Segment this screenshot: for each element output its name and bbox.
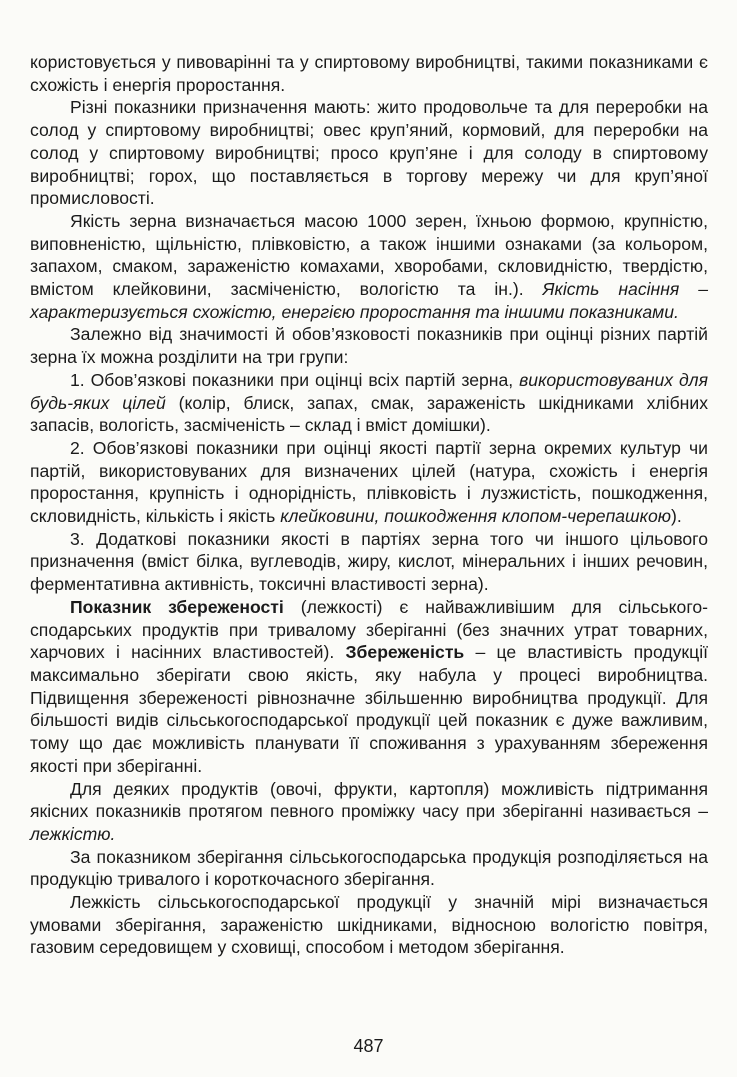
body-text <box>30 51 708 959</box>
text-run: – це властивість продукції максимально зберігати свою якість, яку набула у процесі виробництва. Підвищення збереженості рівнозначне збільшенню виробництва продукції. Для більшості видів сільськогосподарської продукції цей показник є дуже важливим, тому що дає можливість планувати її споживання з урахуванням збереження якості при зберіганні. <box>30 642 708 776</box>
text-run: Якість зерна визначається масою 1000 зерен, їхньою формою, крупністю, виповненістю, щільністю, плівковістю, а також іншими ознаками (за кольором, запахом, смаком, зараженістю комахами, хворобами, скловидністю, твердістю, вмістом клейковини, засміченістю, вологістю та ін.). <box>30 210 708 300</box>
italic-text: клейковини, пошкодження клопом-черепашкою <box>280 506 671 527</box>
bold-term: Збереженість <box>345 642 465 663</box>
paragraph <box>30 210 708 324</box>
italic-text: використовуваних для будь-яких цілей <box>30 369 708 413</box>
paragraph: Лежкість сільськогосподарської продукції у значній мірі визначається умовами зберігання, зараженістю шкідниками, відносною вологістю повітря, газовим середовищем у сховищі, способом і методом зберігання. <box>30 892 708 958</box>
text-run: Для деяких продуктів (овочі, фрукти, картопля) можливість підтримання якісних показників протягом певного проміжку часу при зберіганні називається – <box>30 778 708 822</box>
paragraph <box>30 369 708 437</box>
paragraph: Різні показники призначення мають: жито продовольче та для переробки на солод у спиртовому виробництві; овес круп’яний, кормовий, для переробки на солод у спиртовому виробництві; просо круп’яне і для солоду в спиртовому виробництві; горох, що поставляється в торгову мережу чи для круп’яної промисловості. <box>30 97 708 209</box>
paragraph <box>30 596 708 778</box>
paragraph: За показником зберігання сільськогосподарська продукція розподіляється на продукцію тривалого і короткочасного зберігання. <box>30 846 708 890</box>
paragraph <box>30 437 708 528</box>
text-run: (лежкості) є найважливішим для сільськогосподарських продуктів при тривалому зберіганні (без значних утрат товарних, харчових і насінних властивостей). <box>30 596 708 663</box>
text-run: 1. Обов’язкові показники при оцінці всіх партій зерна, <box>70 369 520 390</box>
paragraph <box>30 778 708 846</box>
italic-text: Якість насіння – характеризується схожістю, енергією проростання та іншими показниками. <box>30 279 708 322</box>
paragraph: 3. Додаткові показники якості в партіях зерна того чи іншого цільового призначення (вміст білка, вуглеводів, жиру, кислот, мінеральних і інших речовин, ферментативна активність, токсичні властивості зерна). <box>30 528 708 595</box>
bold-term: Показник збереженості <box>70 596 284 617</box>
paragraph: користовується у пивоварінні та у спиртовому виробництві, такими показниками є схожість і енергія проростання. <box>30 52 708 95</box>
page-number: 487 <box>353 1036 384 1056</box>
text-run: ). <box>671 506 682 527</box>
italic-text: лежкістю. <box>30 823 116 844</box>
text-run: 2. Обов’язкові показники при оцінці якості партії зерна окремих культур чи партій, використовуваних для визначених цілей (натура, схожість і енергія проростання, крупність і однорідність, плівковість і лузжистість, пошкодження, скловидність, кількість і якість <box>30 437 708 527</box>
text-run: (колір, блиск, запах, смак, зараженість шкідниками хлібних запасів, вологість, засміченість – склад і вміст домішки). <box>30 392 708 436</box>
paragraph: Залежно від значимості й обов’язковості показників при оцінці різних партій зерна їх можна розділити на три групи: <box>30 324 708 368</box>
